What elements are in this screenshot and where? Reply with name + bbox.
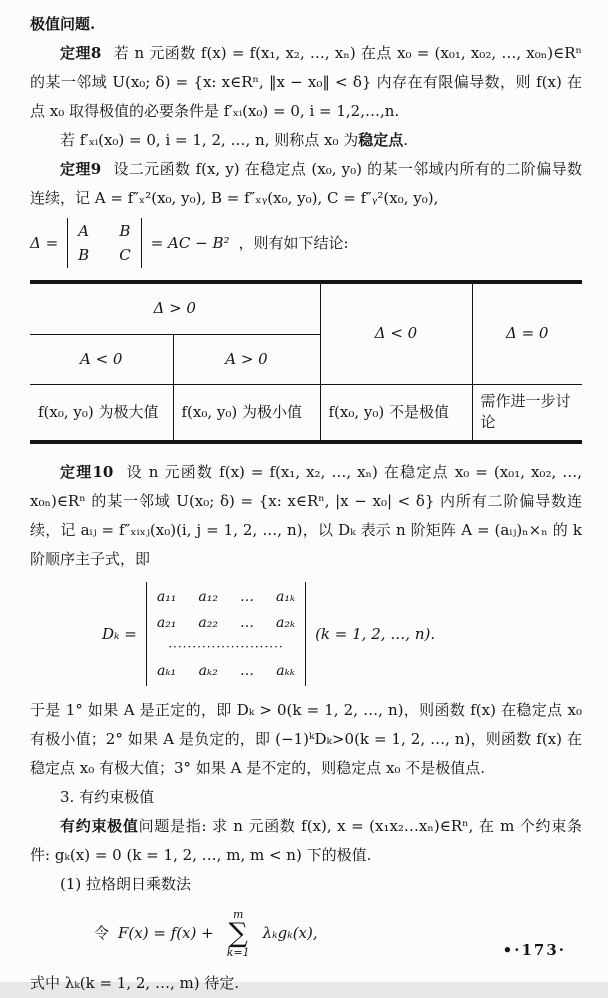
- delta-determinant: [67, 218, 142, 268]
- method1-heading: (1) 拉格朗日乘数法: [60, 875, 192, 893]
- paragraph-theorem9: [30, 155, 582, 213]
- paragraph-constrained-extrema: [30, 812, 582, 870]
- dk-determinant: [146, 582, 306, 686]
- paragraph-theorem10: [30, 458, 582, 574]
- delta-matrix: [68, 218, 141, 268]
- matrix-entry: …: [240, 663, 254, 679]
- opening-line: 极值问题.: [30, 15, 96, 33]
- matrix-entry: …: [240, 589, 254, 605]
- dk-lhs: Dₖ =: [102, 624, 137, 643]
- cell-a-negative: A < 0: [80, 349, 123, 368]
- summation-lower-limit: k=1: [226, 945, 250, 959]
- theorem8-label: 定理8: [60, 44, 102, 62]
- dk-matrix: [147, 582, 305, 686]
- summation-upper-limit: m: [232, 907, 244, 921]
- lagrange-lead: 令: [94, 923, 110, 942]
- matrix-entry: B: [119, 222, 131, 240]
- matrix-entry: aₖₖ: [276, 663, 295, 679]
- matrix-entry: a₂ₖ: [276, 615, 296, 631]
- sigma-icon: ∑: [228, 917, 248, 949]
- matrix-entry: a₁₂: [198, 589, 218, 605]
- determinant-bar-right: [305, 582, 306, 686]
- stable-point-pre: 若 f′ₓᵢ(x₀) = 0, i = 1, 2, …, n, 则称点 x₀ 为: [60, 131, 359, 149]
- matrix-entry: a₁₁: [156, 589, 177, 605]
- constrained-body: 问题是指: 求 n 元函数 f(x), x = (x₁x₂…xₙ)∈Rⁿ, 在 m 个约束条件: gₖ(x) = 0 (k = 1, 2, …, m, m < n) 下的极值.: [30, 817, 582, 864]
- table-row-results: [30, 384, 582, 442]
- matrix-entry: aₖ₂: [198, 663, 218, 679]
- lagrange-terms: λₖgₖ(x),: [262, 923, 318, 942]
- cell-minimum: f(x₀, y₀) 为极小值: [173, 384, 320, 442]
- matrix-entry: a₂₁: [156, 615, 177, 631]
- matrix-entry: aₖ₁: [157, 663, 177, 679]
- theorem8-body: 若 n 元函数 f(x) = f(x₁, x₂, …, xₙ) 在点 x₀ = (x₀₁, x₀₂, …, x₀ₙ)∈Rⁿ 的某一邻域 U(x₀; δ) = {x: x∈Rⁿ, ‖x − x₀‖ < δ} 内存在有限偏导数，则 f(x) 在点 x₀ 取得极值的必要条件是 f′ₓᵢ(x₀) = 0, i = 1,2,…,n.: [30, 44, 583, 120]
- cell-not-extremum: f(x₀, y₀) 不是极值: [320, 384, 472, 442]
- matrix-ellipsis-row: ························: [168, 640, 284, 654]
- dk-determinant-formula: [102, 582, 582, 686]
- matrix-entry: …: [240, 615, 254, 631]
- cell-maximum: f(x₀, y₀) 为极大值: [30, 384, 173, 442]
- delta-determinant-formula: [30, 218, 582, 268]
- delta-classification-table: [30, 280, 582, 444]
- cell-further-discussion: 需作进一步讨论: [472, 384, 582, 442]
- matrix-entry: A: [78, 222, 90, 240]
- delta-lhs: Δ =: [30, 233, 59, 252]
- determinant-bar-right: [141, 218, 142, 268]
- stable-point-term: 稳定点: [358, 131, 404, 149]
- cell-a-positive: A > 0: [173, 334, 320, 384]
- matrix-entry: C: [119, 246, 131, 264]
- matrix-entry: a₁ₖ: [276, 589, 296, 605]
- dk-range: (k = 1, 2, …, n).: [315, 624, 436, 643]
- delta-rhs-math: = AC − B²: [150, 233, 230, 252]
- table-row-header: [30, 282, 582, 334]
- stable-point-post: .: [403, 131, 409, 149]
- section3-heading: 3. 有约束极值: [60, 788, 155, 806]
- cell-delta-negative: Δ < 0: [320, 282, 472, 384]
- constrained-term: 有约束极值: [60, 817, 139, 835]
- summation-symbol: [227, 909, 250, 958]
- paragraph-lambda-note: 式中 λₖ(k = 1, 2, …, m) 待定.: [30, 974, 240, 992]
- theorem9-body: 设二元函数 f(x, y) 在稳定点 (x₀, y₀) 的某一邻域内所有的二阶偏导数连续，记 A = f″ₓ²(x₀, y₀), B = f″ₓᵧ(x₀, y₀), C = f″ᵧ²(x₀, y₀),: [30, 160, 582, 207]
- matrix-entry: B: [78, 246, 90, 264]
- theorem10-label: 定理10: [60, 463, 114, 481]
- paragraph-theorem8: [30, 39, 582, 126]
- cell-delta-positive: Δ > 0: [30, 282, 320, 334]
- paragraph-conclusion: 于是 1° 如果 A 是正定的，即 Dₖ > 0(k = 1, 2, …, n)，则函数 f(x) 在稳定点 x₀ 有极小值；2° 如果 A 是负定的，即 (−1)ᵏDₖ>0(k = 1, 2, …, n)，则函数 f(x) 在稳定点 x₀ 有极大值；3° 如果 A 是不定的，则稳定点 x₀ 不是极值点.: [30, 701, 582, 777]
- paragraph-stable-point: [30, 126, 582, 155]
- theorem10-body: 设 n 元函数 f(x) = f(x₁, x₂, …, xₙ) 在稳定点 x₀ = (x₀₁, x₀₂, …, x₀ₙ)∈Rⁿ 的某一邻域 U(x₀; δ) = {x: x∈Rⁿ, |x − x₀| < δ} 内所有二阶偏导数连续，记 aᵢⱼ = f″ₓᵢₓⱼ(x₀)(i, j = 1, 2, …, n)，以 Dₖ 表示 n 阶矩阵 A = (aᵢⱼ)ₙ×ₙ 的 k 阶顺序主子式，即: [30, 463, 582, 568]
- delta-rhs-text: ，则有如下结论:: [238, 233, 349, 252]
- page-number: •·173·: [502, 941, 566, 959]
- matrix-entry: a₂₂: [198, 615, 218, 631]
- theorem9-label: 定理9: [60, 160, 102, 178]
- lagrange-lhs: F(x) = f(x) +: [118, 923, 214, 942]
- cell-delta-zero: Δ = 0: [472, 282, 582, 384]
